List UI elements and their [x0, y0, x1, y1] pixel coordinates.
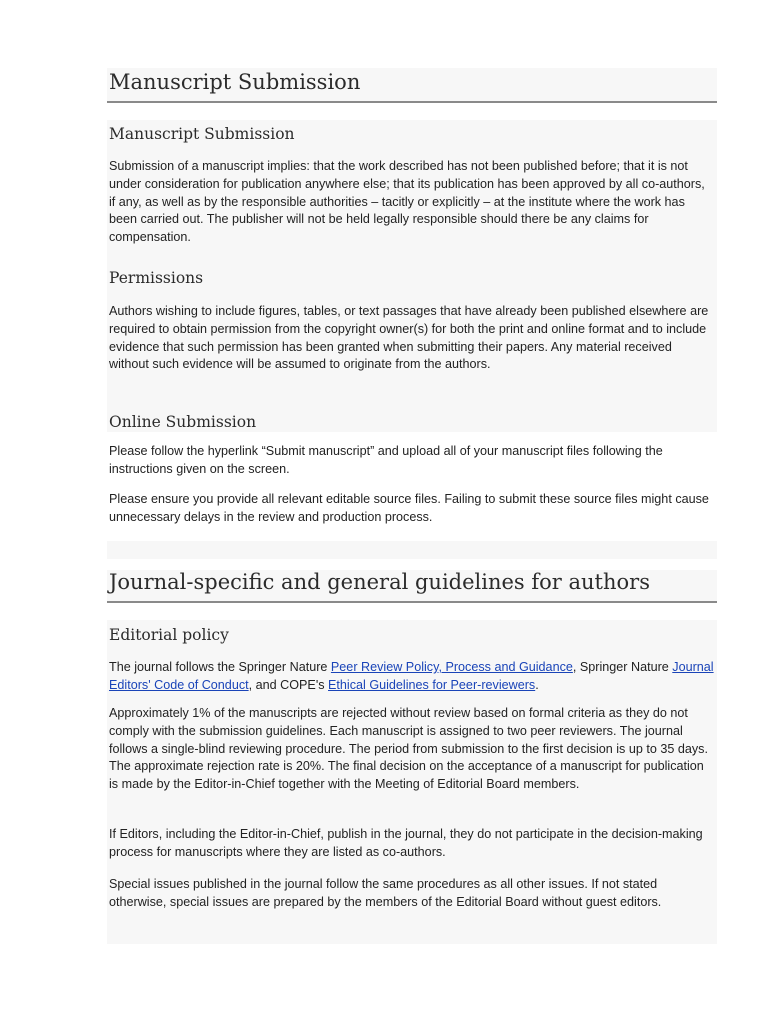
- subsection-heading-permissions: Permissions: [109, 269, 204, 287]
- section-title: Journal-specific and general guidelines for authors: [109, 570, 650, 594]
- intro-text: , and COPE's: [248, 677, 329, 692]
- intro-text: The journal follows the Springer Nature: [109, 660, 331, 674]
- intro-text: .: [535, 677, 539, 692]
- paragraph: Approximately 1% of the manuscripts are rejected without review based on formal criteria as they do not comply with the submission guidelines. Each manuscript is assigned to two peer reviewers. The journal follows a single-blind reviewing procedure. The period from submission to the first decision is up to 35 days. The approximate rejection rate is 20%. The final decision on the acceptance of a manuscript for publication is made by the Editor-in-Chief together with the Meeting of Editorial Board members.: [109, 706, 708, 792]
- paragraph: Submission of a manuscript implies: that the work described has not been published before; that it is not under consideration for publication anywhere else; that its publication has been approved by all co-authors, if any, as well as by the responsible authorities – tacitly or explicitly – at the institute where the work has been carried out. The publisher will not be held legally responsible should there be any claims for compensation.: [109, 159, 705, 245]
- title-divider: [107, 101, 717, 103]
- intro-text: , Springer Nature: [572, 660, 673, 674]
- editorial-policy-intro: [109, 659, 714, 695]
- paragraph: Special issues published in the journal follow the same procedures as all other issues. If not stated otherwise, special issues are prepared by the members of the Editorial Board without guest editors.: [109, 877, 662, 909]
- page-title: Manuscript Submission: [109, 70, 361, 94]
- subsection-heading-manuscript-submission: Manuscript Submission: [109, 125, 295, 143]
- paragraph: Authors wishing to include figures, tables, or text passages that have already been published elsewhere are required to obtain permission from the copyright owner(s) for both the print and online format and to include evidence that such permission has been granted when submitting their papers. Any material received without such evidence will be assumed to originate from the authors.: [109, 304, 709, 372]
- paragraph: Please follow the hyperlink “Submit manuscript” and upload all of your manuscript files following the instructions given on the screen.: [109, 444, 663, 476]
- subsection-heading-online-submission: Online Submission: [109, 413, 257, 431]
- paragraph: If Editors, including the Editor-in-Chief, publish in the journal, they do not participate in the decision-making process for manuscripts where they are listed as co-authors.: [109, 827, 703, 859]
- subsection-heading-editorial-policy: Editorial policy: [109, 626, 229, 644]
- peer-review-policy-link[interactable]: Peer Review Policy, Process and Guidance: [330, 660, 573, 674]
- ethical-guidelines-link[interactable]: Ethical Guidelines for Peer-reviewers: [328, 677, 536, 692]
- spacer-band: [107, 541, 717, 559]
- title-divider: [107, 601, 717, 603]
- editors-code-of-conduct-link[interactable]: Journal Editors' Code of Conduct: [109, 660, 714, 692]
- paragraph: Please ensure you provide all relevant editable source files. Failing to submit these source files might cause unnecessary delays in the review and production process.: [109, 492, 709, 524]
